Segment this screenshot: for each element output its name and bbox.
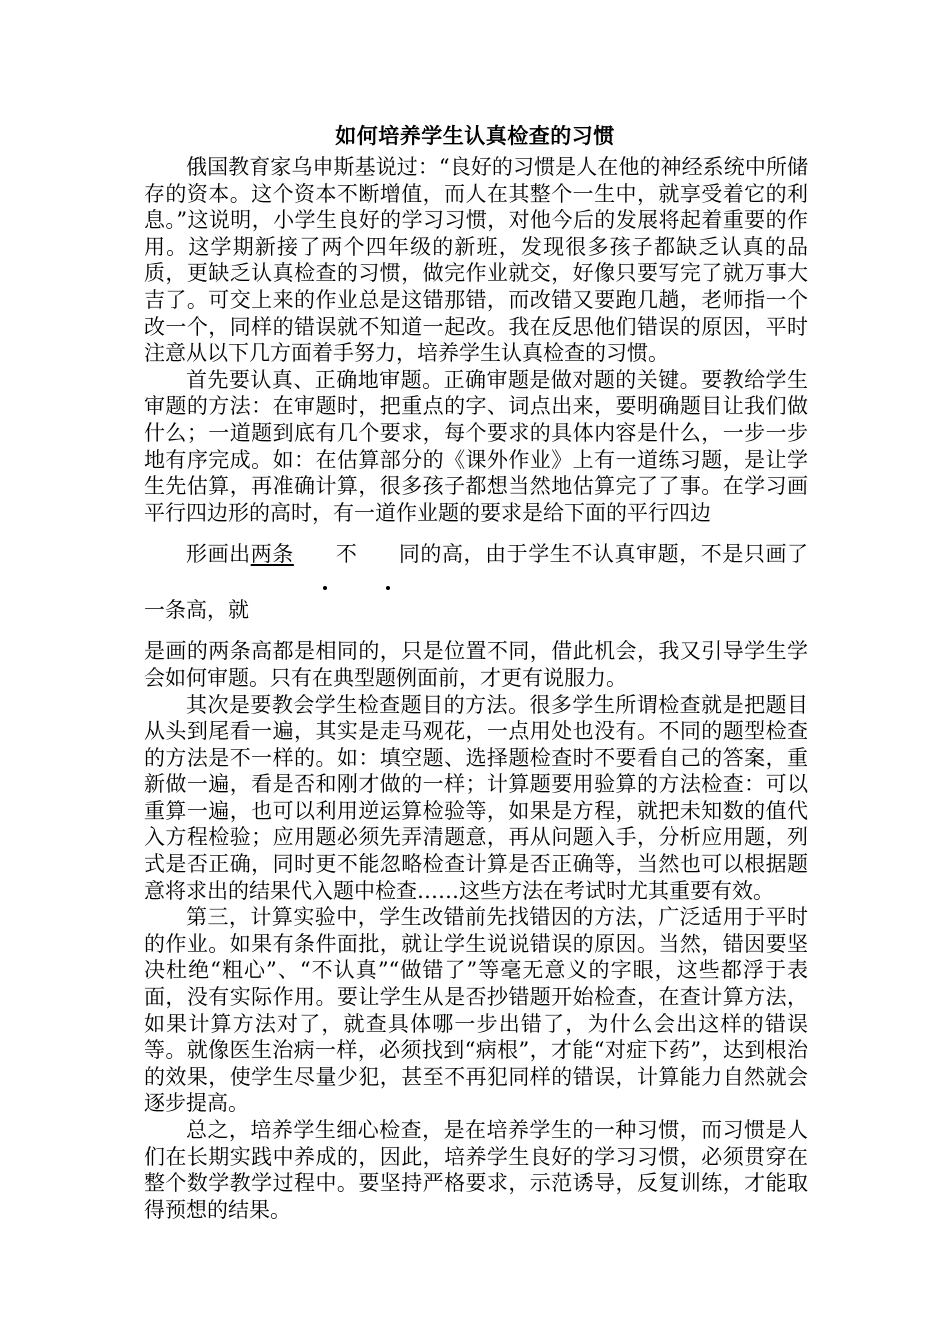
document-body <box>144 154 808 1223</box>
dotted-char-2: 同 <box>357 526 420 582</box>
paragraph-5: 总之，培养学生细心检查，是在培养学生的一种习惯，而习惯是人们在长期实践中养成的，因此，培养学生良好的学习习惯，必须贯穿在整个数学教学过程中。要坚持严格要求，示范诱导，反复训练，才能取得预想的结果。 <box>144 1118 808 1222</box>
paragraph-2-part-b: 形画出 <box>186 542 251 567</box>
document-title: 如何培养学生认真检查的习惯 <box>335 123 615 148</box>
paragraph-2-emphasis-line <box>144 526 808 638</box>
paragraph-4: 第三，计算实验中，学生改错前先找错因的方法，广泛适用于平时的作业。如果有条件面批，就让学生说说错误的原因。当然，错因要坚决杜绝“粗心”、“不认真”“做错了”等毫无意义的字眼，这些都浮于表面，没有实际作用。要让学生从是否抄错题开始检查，在查计算方法，如果计算方法对了，就查具体哪一步出错了，为什么会出这样的错误等。就像医生治病一样，必须找到“病根”，才能“对症下药”，达到根治的效果，使学生尽量少犯，甚至不再犯同样的错误，计算能力自然就会逐步提高。 <box>144 905 808 1116</box>
paragraph-2-part-a: 首先要认真、正确地审题。正确审题是做对题的关键。要教给学生审题的方法：在审题时，把重点的字、词点出来，要明确题目让我们做什么；一道题到底有几个要求，每个要求的具体内容是什么，一步一步地有序完成。如：在估算部分的《课外作业》上有一道练习题，是让学生先估算，再准确计算，很多孩子都想当然地估算完了了事。在学习画平行四边形的高时，有一道作业题的要求是给下面的平行四边 <box>144 367 808 525</box>
paragraph-2-part-d: 是画的两条高都是相同的，只是位置不同，借此机会，我又引导学生学会如何审题。只有在典型题例面前，才更有说服力。 <box>144 639 808 690</box>
dotted-char-1: 不 <box>294 526 357 582</box>
paragraph-2 <box>144 367 808 692</box>
underlined-text: 两条 <box>250 542 294 567</box>
paragraph-2-part-c: 的高，由于学生不认真审题，不是只画了一条高，就 <box>144 542 809 623</box>
paragraph-1: 俄国教育家乌申斯基说过：“良好的习惯是人在他的神经系统中所储存的资本。这个资本不断增值，而人在其整个一生中，就享受着它的利息。”这说明，小学生良好的学习习惯，对他今后的发展将起着重要的作用。这学期新接了两个四年级的新班，发现很多孩子都缺乏认真的品质，更缺乏认真检查的习惯，做完作业就交，好像只要写完了就万事大吉了。可交上来的作业总是这错那错，而改错又要跑几趟，老师指一个改一个，同样的错误就不知道一起改。我在反思他们错误的原因，平时注意从以下几方面着手努力，培养学生认真检查的习惯。 <box>144 155 808 366</box>
paragraph-3: 其次是要教会学生检查题目的方法。很多学生所谓检查就是把题目从头到尾看一遍，其实是走马观花，一点用处也没有。不同的题型检查的方法是不一样的。如：填空题、选择题检查时不要看自己的答案，重新做一遍，看是否和刚才做的一样；计算题要用验算的方法检查：可以重算一遍，也可以利用逆运算检验等，如果是方程，就把未知数的值代入方程检验；应用题必须先弄清题意，再从问题入手，分析应用题，列式是否正确，同时更不能忽略检查计算是否正确等，当然也可以根据题意将求出的结果代入题中检查……这些方法在考试时尤其重要有效。 <box>144 692 808 903</box>
